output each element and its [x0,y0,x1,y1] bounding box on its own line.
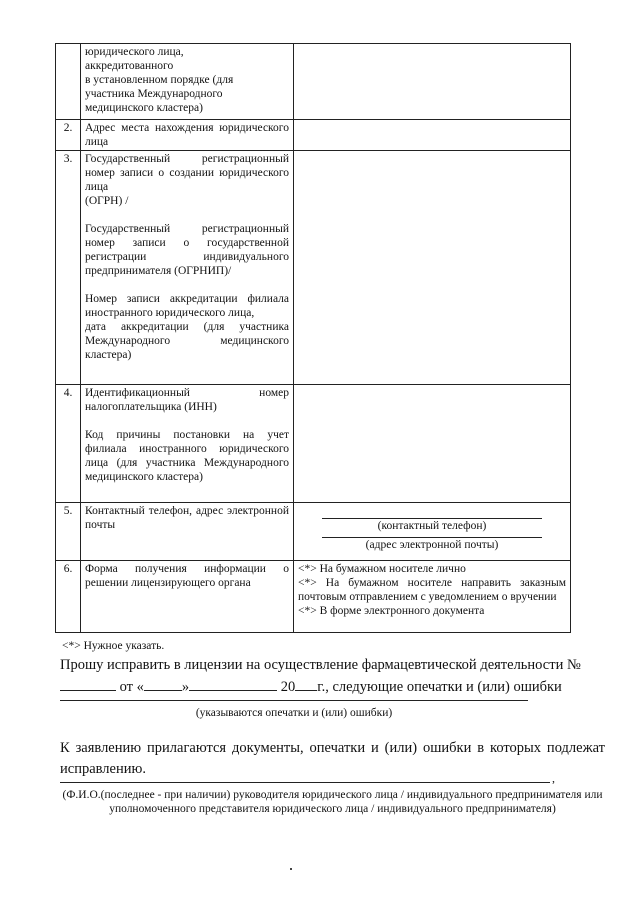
label-line: аккредитованного [85,60,174,72]
inn-value-cell[interactable] [294,385,571,503]
table-row [56,151,571,385]
errors-caption: (указываются опечатки и (или) ошибки) [195,707,393,719]
signature-caption: (Ф.И.О.(последнее - при наличии) руководителя юридического лица / индивидуального предпринимателя или уполномоченного представителя юридического лица / индивидуального предпринимателя) [62,789,603,815]
request-line-2: от « » 20 г., следующие опечатки и (или) ошибки [60,676,600,698]
delivery-option-in-person[interactable]: <*> На бумажном носителе лично [298,563,466,575]
month-field[interactable] [189,676,277,691]
correction-request [60,655,600,698]
registration-label: Государственный регистрационный номер записи о создании юридического лица (ОГРН) / Государственный регистрационный номер записи о государственной регистрации индивидуального предпринимателя (ОГРНИП)/ Номер записи аккредитации филиала иностранного юридического лица, дата аккредитации (для участника Международного медицинского кластера) [81,151,294,385]
registration-value-cell[interactable] [294,151,571,385]
table-row [56,503,571,561]
delivery-form-label: Форма получения информации о решении лицензирующего органа [81,561,294,633]
contact-label: Контактный телефон, адрес электронной почты [81,503,294,561]
phone-caption: (контактный телефон) [377,520,487,532]
inn-label: Идентификационный номер налогоплательщика (ИНН) Код причины постановки на учет филиала иностранного юридического лица (для участника Международного медицинского кластера) [81,385,294,503]
label-line: юридического лица, [85,46,184,58]
row-number-cell [56,44,81,120]
errors-field-line[interactable] [60,700,528,701]
signature-comma: , [552,771,555,785]
contact-value-cell[interactable] [294,503,571,561]
day-field[interactable] [144,676,182,691]
application-table [55,43,571,633]
delivery-option-mail[interactable]: <*> На бумажном носителе направить заказным почтовым отправлением с уведомлением о вручении [298,577,566,603]
row-number: 2. [56,120,81,151]
value-cell[interactable] [294,44,571,120]
footnote: <*> Нужное указать. [62,640,165,652]
row-number: 6. [56,561,81,633]
license-number-field[interactable] [60,676,116,691]
address-label: Адрес места нахождения юридического лица [81,120,294,151]
delivery-option-electronic[interactable]: <*> В форме электронного документа [298,605,485,617]
request-line-1: Прошу исправить в лицензии на осуществление фармацевтической деятельности № [60,657,581,673]
attachments-statement: К заявлению прилагаются документы, опечатки и (или) ошибки в которых подлежат исправлению. [60,740,605,777]
year-field[interactable] [295,676,317,691]
table-row [56,120,571,151]
email-caption: (адрес электронной почты) [365,539,499,551]
label-line: медицинского кластера) [85,102,203,114]
label-line: участника Международного [85,88,223,100]
table-row [56,385,571,503]
label-line: в установленном порядке (для [85,74,234,86]
table-row [56,44,571,120]
table-row [56,561,571,633]
delivery-options-cell [294,561,571,633]
page-mark [290,868,292,870]
row-number: 3. [56,151,81,385]
row-label-cell [81,44,294,120]
row-number: 4. [56,385,81,503]
signature-field-line[interactable] [60,782,550,783]
address-value-cell[interactable] [294,120,571,151]
row-number: 5. [56,503,81,561]
